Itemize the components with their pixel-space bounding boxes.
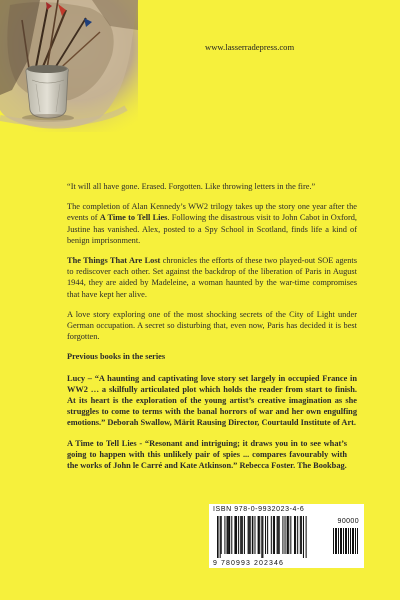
price-code: 90000 <box>337 518 359 525</box>
epigraph: “It will all have gone. Erased. Forgotten. Like throwing letters in the fire.” <box>67 182 316 191</box>
barcode-bar <box>278 516 279 554</box>
barcode-bar <box>287 516 289 554</box>
barcode-bar <box>261 516 262 558</box>
price-barcode-bar <box>340 528 341 554</box>
price-barcode-bar <box>341 528 342 554</box>
barcode-bar <box>221 516 222 554</box>
price-barcode-bar <box>335 528 336 554</box>
barcode-bar <box>282 516 283 554</box>
price-barcode-bar <box>336 528 337 554</box>
book-title-a-time-to-tell-lies: A Time to Tell Lies <box>99 213 168 223</box>
barcode-bar <box>262 516 263 558</box>
barcode-bar <box>297 516 298 554</box>
review-a-time-to-tell-lies <box>67 438 347 472</box>
barcode-bar <box>301 516 302 554</box>
price-barcode-bar <box>355 528 356 554</box>
barcode-bar <box>290 516 291 554</box>
barcode-bar <box>273 516 274 554</box>
price-barcode-bar <box>353 528 354 554</box>
previous-books-heading: Previous books in the series <box>67 352 166 362</box>
barcode-bar <box>306 516 307 558</box>
blurb-paragraph-1-text-end: . Following the disastrous visit to John Cabot in Oxford, Justine has vanished. Alex, posted to a Spy School in Scotland, finds life a kind of benign imprisonment. <box>67 213 357 245</box>
barcode-bar <box>220 516 221 558</box>
barcode-bar <box>288 516 289 554</box>
blurb-paragraph-2 <box>67 255 357 300</box>
price-barcode-bar <box>346 528 347 554</box>
barcode-bar <box>279 516 280 554</box>
barcode-bar <box>274 516 275 554</box>
book-title-a-time-to-tell-lies-review: A Time to Tell Lies - <box>67 438 145 448</box>
price-barcode-bar <box>345 528 346 554</box>
price-barcode-bar <box>352 528 353 554</box>
barcode-bar <box>295 516 296 554</box>
barcode-bar <box>277 516 278 554</box>
blurb-paragraph-2-text: chronicles the efforts of these two played-out SOE agents to rediscover each other. Set against the backdrop of the liberation of Paris in August 1944, they are aided by Madeleine, a woman haunted by the war-time compromises that have kept her alive. <box>67 256 357 299</box>
isbn-label: ISBN 978-0-9932023-4-6 <box>213 506 305 513</box>
price-barcode-bar <box>350 528 351 554</box>
barcode-bar <box>300 516 301 554</box>
book-title-lucy: Lucy – <box>67 373 95 383</box>
price-barcode-bar <box>348 528 349 554</box>
barcode-bar <box>240 516 242 554</box>
barcode-bar <box>231 516 232 554</box>
blurb-paragraph-1 <box>67 201 357 246</box>
price-barcode-bar <box>343 528 344 554</box>
barcode-bar <box>236 516 237 554</box>
cover-painting <box>0 0 138 132</box>
review-lucy <box>67 373 357 429</box>
isbn-digits: 9 780993 202346 <box>213 560 284 567</box>
barcode-bar <box>238 516 239 554</box>
review-lucy-text: “A haunting and captivating love story set largely in occupied France in WW2 … a skilfully articulated plot which holds the reader from start to finish. At its heart is the exploration of the young artist’s creative imagination as she struggles to come to terms with the banal horrors of war and her own engulfing emotions.” Deborah Swallow, Märit Rausing Director, Courtauld Institute of Art. <box>67 373 357 428</box>
price-barcode-bar <box>338 528 339 554</box>
price-barcode-bar <box>333 528 334 554</box>
barcode-bar <box>267 516 268 554</box>
barcode-bar <box>252 516 254 554</box>
barcode-bar <box>265 516 266 554</box>
barcode-bar <box>294 516 295 554</box>
barcode-bar <box>250 516 251 554</box>
barcode-bar <box>248 516 249 554</box>
barcode-bar <box>249 516 250 554</box>
book-title-the-things-that-are-lost: The Things That Are Lost <box>67 256 161 266</box>
barcode-bars <box>209 504 364 568</box>
barcode-bar <box>244 516 245 554</box>
barcode-bar <box>217 516 219 558</box>
barcode-bar <box>254 516 255 554</box>
blurb-text <box>67 181 357 480</box>
barcode-bar <box>229 516 231 554</box>
barcode-bar <box>258 516 260 554</box>
barcode-bar <box>242 516 243 554</box>
barcode-bar <box>227 516 228 554</box>
isbn-barcode <box>209 504 364 568</box>
blurb-paragraph-3: A love story exploring one of the most shocking secrets of the City of Light under German occupation. A secret so disturbing that, even now, Paris has decided it is best forgotten. <box>67 309 357 342</box>
barcode-bar <box>285 516 286 554</box>
barcode-bar <box>271 516 272 554</box>
price-barcode-bar <box>357 528 358 554</box>
barcode-bar <box>224 516 225 554</box>
blurb-paragraph-1-text: The completion of Alan Kennedy’s WW2 trilogy takes up the story one year after the events of <box>67 202 357 223</box>
barcode-bar <box>303 516 304 558</box>
barcode-bar <box>228 516 229 554</box>
publisher-url[interactable]: www.lasserradepress.com <box>205 42 295 52</box>
barcode-bar <box>234 516 236 554</box>
barcode-bar <box>259 516 260 554</box>
review-a-time-to-tell-lies-text: “Resonant and intriguing; it draws you in to see what’s going to happen with this unlikely pair of spies ... compares favourably with the works of John le Carré and Kate Atkinson.” Rebecca Foster. The Bookbag. <box>67 438 347 471</box>
